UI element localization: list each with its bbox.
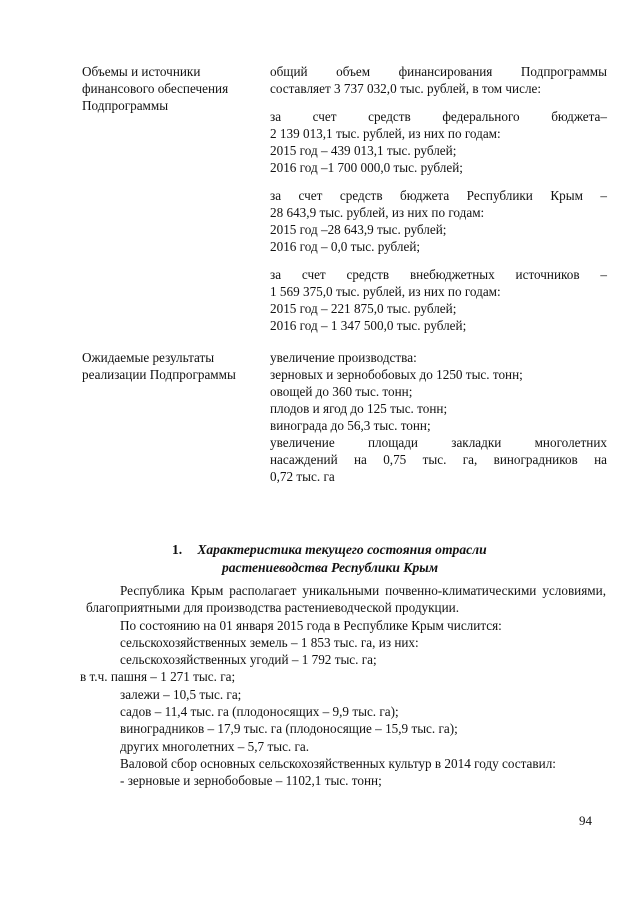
row-label-expected-results: [82, 349, 257, 383]
paragraph: других многолетних – 5,7 тыс. га.: [120, 738, 310, 754]
value-line: 2016 год – 0,0 тыс. рублей;: [270, 239, 421, 254]
value-line: за счет средств внебюджетных источников –: [270, 267, 607, 282]
paragraph: сельскохозяйственных угодий – 1 792 тыс. га;: [120, 652, 377, 668]
row-label-line: реализации Подпрограммы: [82, 367, 236, 382]
value-line: 2016 год –1 700 000,0 тыс. рублей;: [270, 160, 463, 175]
value-line: насаждений на 0,75 тыс. га, виноградников на: [270, 452, 607, 467]
page-number: 94: [579, 813, 592, 828]
paragraph: По состоянию на 01 января 2015 года в Республике Крым числится:: [120, 617, 502, 633]
section-title-line: Характеристика текущего состояния отрасли: [197, 542, 487, 557]
row-value-financing: [270, 63, 607, 334]
paragraph: садов – 11,4 тыс. га (плодоносящих – 9,9 тыс. га);: [120, 704, 399, 720]
paragraph: - зерновые и зернобобовые – 1102,1 тыс. тонн;: [120, 773, 382, 789]
value-line: 2015 год –28 643,9 тыс. рублей;: [270, 222, 447, 237]
value-line: за счет средств федерального бюджета–: [270, 109, 607, 124]
paragraph: Валовой сбор основных сельскохозяйственных культур в 2014 году составил:: [120, 755, 556, 771]
value-line: общий объем финансирования Подпрограммы: [270, 64, 607, 79]
value-line: 2 139 013,1 тыс. рублей, из них по годам:: [270, 126, 501, 141]
value-line: составляет 3 737 032,0 тыс. рублей, в том числе:: [270, 81, 542, 96]
row-value-expected-results: [270, 349, 607, 485]
section-heading: [0, 541, 640, 577]
value-line: увеличение производства:: [270, 350, 417, 365]
value-line: зерновых и зернобобовых до 1250 тыс. тонн;: [270, 367, 523, 382]
value-line: 1 569 375,0 тыс. рублей, из них по годам:: [270, 284, 501, 299]
value-line: плодов и ягод до 125 тыс. тонн;: [270, 401, 448, 416]
paragraph: Республика Крым располагает уникальными почвенно-климатическими условиями, благоприятными для производства растениеводческой продукции.: [86, 583, 606, 616]
paragraph: залежи – 10,5 тыс. га;: [120, 686, 242, 702]
paragraph: в т.ч. пашня – 1 271 тыс. га;: [80, 669, 236, 685]
row-label-financing: [82, 63, 257, 114]
row-label-line: финансового обеспечения: [82, 81, 229, 96]
section-number: 1.: [172, 542, 183, 557]
value-line: 0,72 тыс. га: [270, 469, 335, 484]
value-line: за счет средств бюджета Республики Крым –: [270, 188, 607, 203]
value-line: 2015 год – 439 013,1 тыс. рублей;: [270, 143, 457, 158]
row-label-line: Ожидаемые результаты: [82, 350, 215, 365]
value-line: винограда до 56,3 тыс. тонн;: [270, 418, 431, 433]
value-line: 28 643,9 тыс. рублей, из них по годам:: [270, 205, 485, 220]
body-text: [80, 582, 606, 790]
paragraph: сельскохозяйственных земель – 1 853 тыс. га, из них:: [120, 634, 419, 650]
row-label-line: Подпрограммы: [82, 98, 169, 113]
paragraph: виноградников – 17,9 тыс. га (плодоносящие – 15,9 тыс. га);: [120, 721, 458, 737]
value-line: 2016 год – 1 347 500,0 тыс. рублей;: [270, 318, 467, 333]
row-label-line: Объемы и источники: [82, 64, 201, 79]
value-line: 2015 год – 221 875,0 тыс. рублей;: [270, 301, 457, 316]
value-line: овощей до 360 тыс. тонн;: [270, 384, 413, 399]
value-line: увеличение площади закладки многолетних: [270, 435, 607, 450]
section-title-line: растениеводства Республики Крым: [221, 560, 439, 575]
